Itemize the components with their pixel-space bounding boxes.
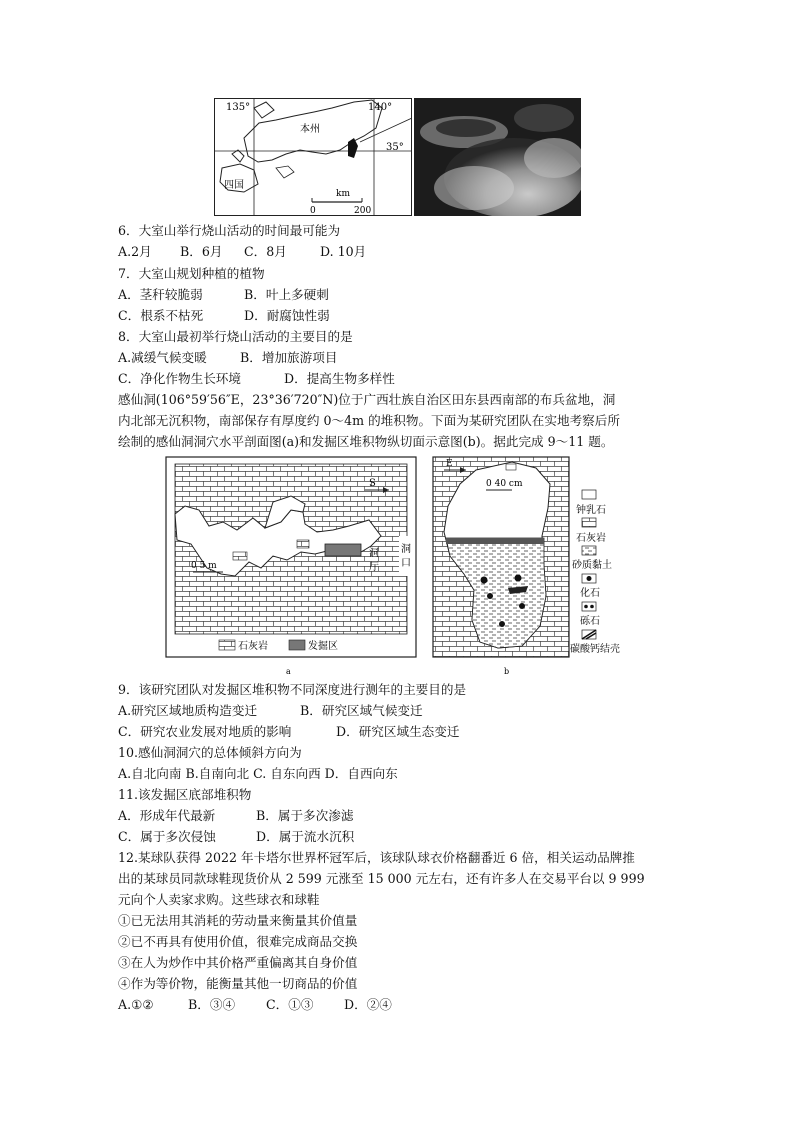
fig-a-mouth-char2: 口 (401, 558, 411, 569)
lat-35-label: 35° (386, 142, 404, 153)
q9-options-row1 (118, 701, 423, 721)
passage-line-1: 感仙洞(106°59′56″E，23°36′720″N)位于广西壮族自治区田东县西南部的布兵盆地，洞 (118, 392, 616, 407)
q8-options-row2 (118, 369, 395, 389)
fig-b-legend-0: 钟乳石 (576, 505, 606, 516)
q7-options-row1 (118, 285, 329, 305)
q7-option-d[interactable]: D．耐腐蚀性弱 (244, 308, 330, 323)
q8-option-a[interactable]: A.减缓气候变暖 (118, 350, 207, 365)
q6-option-a[interactable]: A.2月 (118, 244, 152, 259)
q9-option-d[interactable]: D．研究区域生态变迁 (336, 724, 460, 739)
q12-stem-line-2: 出的某球员同款球鞋现货价从 2 599 元涨至 15 000 元左右，还有许多人在交易平台以 9 999 (118, 871, 645, 886)
q12-option-b[interactable]: B．③④ (188, 997, 236, 1012)
q12-stem-line-3: 元向个人卖家求购。这些球衣和球鞋 (118, 892, 320, 907)
fig-a-scale-label: 0 5 m (191, 561, 217, 571)
fig-a-north-label: S (369, 478, 376, 489)
passage-line-3: 绘制的感仙洞洞穴水平剖面图(a)和发掘区堆积物纵切面示意图(b)。据此完成 9～11 题。 (118, 434, 614, 449)
fig-b-legend-3: 化石 (580, 588, 600, 599)
scale-zero-label: 0 (310, 206, 316, 216)
q11-options-row1 (118, 806, 353, 826)
mountain-burning-photo (414, 98, 581, 216)
honshu-label: 本州 (300, 124, 320, 135)
q12-option-c[interactable]: C．①③ (266, 997, 314, 1012)
q10-options[interactable]: A.自北向南 B.自南向北 C. 自东向西 D．自西向东 (118, 766, 398, 781)
fig-b-scale-label: 0 40 cm (486, 479, 523, 489)
q8-options-row1 (118, 348, 337, 368)
scale-max-label: 200 (354, 206, 372, 216)
q12-stem-line-1: 12.某球队获得 2022 年卡塔尔世界杯冠军后，该球队球衣价格翻番近 6 倍，相关运动品牌推 (118, 850, 635, 865)
q8-option-d[interactable]: D．提高生物多样性 (284, 371, 395, 386)
q9-option-c[interactable]: C．研究农业发展对地质的影响 (118, 724, 292, 739)
fig-a-caption: a (286, 667, 291, 676)
q12-statement-4: ④作为等价物，能衡量其他一切商品的价值 (118, 976, 358, 991)
q12-statement-1: ①已无法用其消耗的劳动量来衡量其价值量 (118, 913, 358, 928)
q11-stem: 11.该发掘区底部堆积物 (118, 787, 252, 802)
q11-option-a[interactable]: A．形成年代最新 (118, 808, 216, 823)
q12-options (118, 995, 392, 1015)
fig-a-legend-dig: 发掘区 (308, 641, 338, 652)
q12-statement-3: ③在人为炒作中其价格严重偏离其自身价值 (118, 955, 358, 970)
q8-option-c[interactable]: C．净化作物生长环境 (118, 371, 241, 386)
q12-option-d[interactable]: D．②④ (344, 997, 392, 1012)
q11-option-d[interactable]: D．属于流水沉积 (256, 829, 355, 844)
q6-stem: 6．大室山举行烧山活动的时间最可能为 (118, 223, 341, 238)
passage-line-2: 内北部无沉积物，南部保存有厚度约 0～4m 的堆积物。下面为某研究团队在实地考察后所 (118, 413, 620, 428)
japan-map-figure (214, 98, 412, 216)
q8-option-b[interactable]: B．增加旅游项目 (240, 350, 338, 365)
fig-a-hall-char2: 厅 (369, 562, 379, 573)
q8-stem: 8．大室山最初举行烧山活动的主要目的是 (118, 329, 353, 344)
q10-stem: 10.感仙洞洞穴的总体倾斜方向为 (118, 745, 302, 760)
fig-b-legend-1: 石灰岩 (576, 533, 606, 544)
q6-option-d[interactable]: D. 10月 (320, 244, 367, 259)
q11-option-b[interactable]: B．属于多次渗滤 (256, 808, 354, 823)
q6-option-c[interactable]: C．8月 (244, 244, 287, 259)
q9-options-row2 (118, 722, 459, 742)
deposit-section-figure-b (432, 456, 632, 678)
q12-option-a[interactable]: A.①② (118, 997, 154, 1012)
fig-a-legend-limestone: 石灰岩 (238, 641, 268, 652)
fig-b-legend-2: 砂质黏土 (572, 560, 612, 571)
q9-option-b[interactable]: B．研究区域气候变迁 (300, 703, 423, 718)
fig-a-mouth-char1: 洞 (401, 544, 411, 555)
cave-plan-figure-a (165, 456, 419, 678)
q6-option-b[interactable]: B．6月 (180, 244, 223, 259)
q9-option-a[interactable]: A.研究区域地质构造变迁 (118, 703, 258, 718)
lon-140-label: 140° (368, 102, 393, 113)
lon-135-label: 135° (226, 102, 251, 113)
scale-unit-label: km (336, 189, 350, 199)
q7-option-c[interactable]: C．根系不枯死 (118, 308, 204, 323)
q7-option-a[interactable]: A．茎秆较脆弱 (118, 287, 203, 302)
fig-b-east-label: E (446, 459, 453, 469)
q7-options-row2 (118, 306, 330, 326)
q9-stem: 9．该研究团队对发掘区堆积物不同深度进行测年的主要目的是 (118, 682, 467, 697)
fig-b-caption: b (504, 667, 510, 676)
fig-b-legend-5: 碳酸钙结壳 (570, 644, 620, 655)
shikoku-label: 四国 (224, 180, 244, 191)
q7-stem: 7．大室山规划种植的植物 (118, 266, 265, 281)
q12-statement-2: ②已不再具有使用价值，很难完成商品交换 (118, 934, 358, 949)
fig-b-legend-4: 砾石 (580, 616, 600, 627)
fig-a-hall-char1: 洞 (369, 548, 379, 559)
q7-option-b[interactable]: B．叶上多硬刺 (244, 287, 329, 302)
q6-options (118, 242, 366, 262)
q11-options-row2 (118, 827, 354, 847)
q11-option-c[interactable]: C．属于多次侵蚀 (118, 829, 216, 844)
